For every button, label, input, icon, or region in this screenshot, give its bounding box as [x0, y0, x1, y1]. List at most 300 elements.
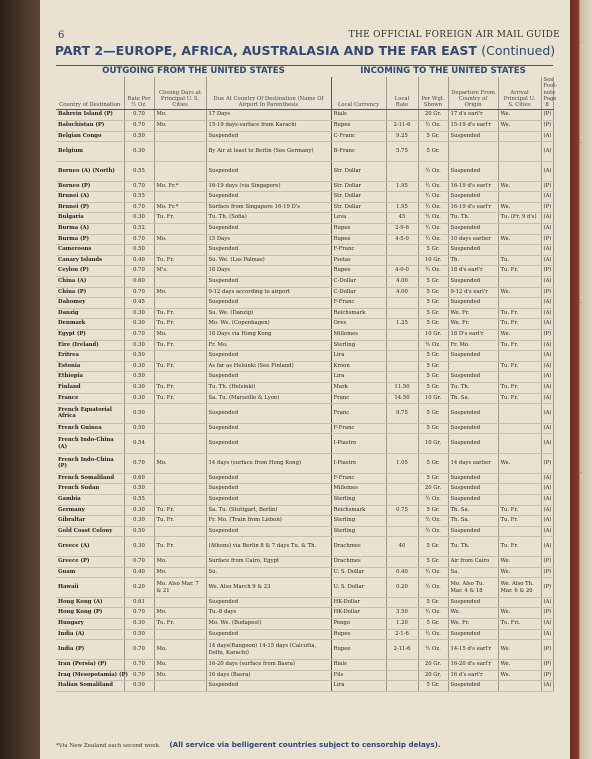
cell-currency: I-Piastre — [331, 434, 386, 454]
cell-rate: 0.45 — [124, 298, 154, 309]
cell-rate: 0.60 — [124, 473, 154, 484]
cell-local-rate: 14.50 — [386, 393, 418, 404]
cell-due: Suspended — [206, 224, 331, 235]
cell-arrival: We. — [498, 110, 541, 121]
table-row — [56, 121, 553, 132]
table-row — [56, 255, 553, 266]
cell-due: Tu. Th. (Helsinki) — [206, 382, 331, 393]
cell-country: Hawaii — [56, 578, 124, 598]
cell-closing — [154, 192, 206, 203]
cell-arrival: We. — [498, 121, 541, 132]
cell-footnote-ref: (A) — [541, 629, 553, 640]
cell-due: Surface from Singapore 16-19 D's — [206, 202, 331, 213]
cell-footnote-ref: (A) — [541, 142, 553, 162]
cell-rate: 0.50 — [124, 245, 154, 256]
cell-closing: Tu. Fr. — [154, 393, 206, 404]
table-row — [56, 619, 553, 630]
cell-departure: We. — [448, 608, 498, 619]
cell-country: French Equatorial Africa — [56, 404, 124, 424]
cell-closing: Tu. Fr. — [154, 319, 206, 330]
cell-local-rate: 2-11-6 — [386, 640, 418, 660]
cell-closing — [154, 423, 206, 434]
cell-arrival: We. — [498, 287, 541, 298]
cell-currency: Rupee — [331, 266, 386, 277]
table-row — [56, 484, 553, 495]
cell-weight: 5 Gr. — [418, 351, 448, 362]
cell-due: Tu. Th. (Sofia) — [206, 213, 331, 224]
cell-footnote-ref: (A) — [541, 224, 553, 235]
cell-departure: 10 days earlier — [448, 234, 498, 245]
table-row — [56, 578, 553, 598]
cell-footnote-ref: (P) — [541, 608, 553, 619]
cell-rate: 0.60 — [124, 276, 154, 287]
cell-footnote-ref: (P) — [541, 266, 553, 277]
cell-local-rate — [386, 340, 418, 351]
cell-due: 17 Days — [206, 110, 331, 121]
cell-arrival — [498, 224, 541, 235]
cell-rate: 0.50 — [124, 131, 154, 142]
table-row — [56, 131, 553, 142]
cell-rate: 0.40 — [124, 567, 154, 578]
cell-due: Su. We. (Las Palmas) — [206, 255, 331, 266]
cell-weight: ½ Oz. — [418, 494, 448, 505]
cell-arrival: We. — [498, 202, 541, 213]
cell-arrival: Tu. Fr. — [498, 382, 541, 393]
cell-weight: ½ Oz. — [418, 234, 448, 245]
cell-footnote-ref: (A) — [541, 372, 553, 383]
cell-footnote-ref: (A) — [541, 161, 553, 181]
cell-currency: Reichsmark — [331, 505, 386, 516]
cell-country: Dahomey — [56, 298, 124, 309]
cell-country: Gold Coast Colony — [56, 526, 124, 537]
cell-due: 15-19 days-surface from Karachi — [206, 121, 331, 132]
cell-weight: 5 Gr. — [418, 537, 448, 557]
cell-arrival — [498, 245, 541, 256]
cell-departure: 16 d's earl'r — [448, 670, 498, 681]
cell-country: Borneo (A) (North) — [56, 161, 124, 181]
cell-departure: Suspended — [448, 276, 498, 287]
cell-local-rate: 9.25 — [386, 131, 418, 142]
cell-footnote-ref: (P) — [541, 181, 553, 192]
cell-rate: 0.55 — [124, 494, 154, 505]
table-row — [56, 224, 553, 235]
cell-footnote-ref: (A) — [541, 505, 553, 516]
cell-arrival — [498, 681, 541, 692]
cell-closing: Mo. — [154, 670, 206, 681]
table-row — [56, 361, 553, 372]
table-row — [56, 319, 553, 330]
cell-closing: Mo. — [154, 659, 206, 670]
cell-arrival — [498, 192, 541, 203]
table-row — [56, 640, 553, 660]
cell-arrival — [498, 597, 541, 608]
cell-rate: 0.70 — [124, 670, 154, 681]
cell-due: 14 days (surface from Hong Kong) — [206, 454, 331, 474]
cell-closing: Tu. Fr. — [154, 255, 206, 266]
cell-country: Estonia — [56, 361, 124, 372]
cell-footnote-ref: (A) — [541, 423, 553, 434]
title-main: PART 2—EUROPE, AFRICA, AUSTRALASIA AND THE FAR EAST — [54, 43, 477, 58]
cell-footnote-ref: (A) — [541, 526, 553, 537]
cell-rate: 0.40 — [124, 255, 154, 266]
cell-country: Gambia — [56, 494, 124, 505]
cell-closing — [154, 372, 206, 383]
cell-arrival: Tu. — [498, 255, 541, 266]
cell-rate: 0.50 — [124, 351, 154, 362]
cell-weight: ½ Oz. — [418, 640, 448, 660]
cell-departure: Fr. Mo. — [448, 340, 498, 351]
cell-footnote-ref: (A) — [541, 681, 553, 692]
table-row — [56, 516, 553, 527]
cell-rate: 0.70 — [124, 454, 154, 474]
cell-departure: Th. — [448, 255, 498, 266]
cell-currency: C-Dollar — [331, 287, 386, 298]
cell-local-rate: 4.00 — [386, 287, 418, 298]
cell-due: Suspended — [206, 245, 331, 256]
page-number: 6 — [58, 30, 65, 41]
cell-arrival: We. — [498, 234, 541, 245]
cell-weight: 10 Gr. — [418, 329, 448, 340]
title-suffix: (Continued) — [481, 43, 556, 58]
table-row — [56, 608, 553, 619]
cell-rate: 0.50 — [124, 484, 154, 495]
cell-local-rate — [386, 308, 418, 319]
cell-arrival — [498, 484, 541, 495]
cell-due: Suspended — [206, 681, 331, 692]
cell-arrival — [498, 494, 541, 505]
cell-departure: Suspended — [448, 351, 498, 362]
cell-due: Suspended — [206, 351, 331, 362]
cell-weight: 5 Gr. — [418, 382, 448, 393]
cell-arrival: We. — [498, 659, 541, 670]
cell-local-rate: 3.50 — [386, 608, 418, 619]
cell-arrival — [498, 142, 541, 162]
cell-closing: Mo. — [154, 329, 206, 340]
cell-country: Brunei (A) — [56, 192, 124, 203]
cell-country: Hungary — [56, 619, 124, 630]
cell-footnote-ref: (P) — [541, 287, 553, 298]
cell-weight: ½ Oz. — [418, 161, 448, 181]
cell-currency: I-Piastre — [331, 454, 386, 474]
cell-closing — [154, 131, 206, 142]
cell-closing: Mo. — [154, 121, 206, 132]
table-row — [56, 597, 553, 608]
cell-rate: 0.54 — [124, 434, 154, 454]
cell-departure: We. Fr. — [448, 619, 498, 630]
table-row — [56, 681, 553, 692]
air-mail-rate-table — [56, 77, 558, 692]
cell-rate: 0.30 — [124, 537, 154, 557]
cell-country: French Somaliland — [56, 473, 124, 484]
cell-local-rate: 4.00 — [386, 276, 418, 287]
cell-rate: 0.30 — [124, 319, 154, 330]
cell-arrival — [498, 351, 541, 362]
cell-rate: 0.30 — [124, 361, 154, 372]
cell-country: Brunei (P) — [56, 202, 124, 213]
cell-currency: Mark — [331, 382, 386, 393]
cell-local-rate: 4-0-0 — [386, 266, 418, 277]
incoming-section-header: INCOMING TO THE UNITED STATES — [360, 66, 526, 76]
cell-local-rate — [386, 351, 418, 362]
cell-closing — [154, 494, 206, 505]
book-binding-left — [0, 0, 40, 759]
cell-arrival — [498, 473, 541, 484]
cell-currency: Lira — [331, 351, 386, 362]
cell-closing: Tu. Fr. — [154, 516, 206, 527]
cell-weight: 5 Gr. — [418, 131, 448, 142]
cell-local-rate — [386, 329, 418, 340]
cell-local-rate: 1.95 — [386, 181, 418, 192]
table-row — [56, 404, 553, 424]
cell-country: French Sudan — [56, 484, 124, 495]
cell-footnote-ref: (A) — [541, 319, 553, 330]
cell-rate: 0.70 — [124, 608, 154, 619]
cell-closing — [154, 142, 206, 162]
table-row — [56, 382, 553, 393]
cell-country: Belgian Congo — [56, 131, 124, 142]
cell-currency: Rials — [331, 110, 386, 121]
cell-footnote-ref: (A) — [541, 245, 553, 256]
cell-local-rate — [386, 473, 418, 484]
table-row — [56, 434, 553, 454]
cell-closing: Mo. — [154, 608, 206, 619]
cell-local-rate — [386, 255, 418, 266]
cell-currency: Kroon — [331, 361, 386, 372]
cell-weight: ½ Oz. — [418, 192, 448, 203]
cell-closing — [154, 351, 206, 362]
cell-currency: U. S. Dollar — [331, 567, 386, 578]
cell-currency: Str. Dollar — [331, 181, 386, 192]
cell-due: 14 days(Rangoon) 14-15 days (Calcutta, Delhi, Karachi) — [206, 640, 331, 660]
cell-currency: C-Dollar — [331, 276, 386, 287]
cell-footnote-ref: (A) — [541, 131, 553, 142]
table-body — [56, 110, 553, 691]
cell-country: India (P) — [56, 640, 124, 660]
cell-departure: 18 D's earl'r — [448, 329, 498, 340]
cell-country: Hong Kong (P) — [56, 608, 124, 619]
cell-arrival: We. — [498, 181, 541, 192]
cell-weight: ½ Oz. — [418, 181, 448, 192]
cell-local-rate — [386, 434, 418, 454]
cell-closing: Tu. Fr. — [154, 505, 206, 516]
cell-country: Borneo (P) — [56, 181, 124, 192]
cell-closing — [154, 434, 206, 454]
cell-currency: Psetas — [331, 255, 386, 266]
table-row — [56, 557, 553, 568]
cell-rate: 0.70 — [124, 202, 154, 213]
cell-rate: 0.70 — [124, 110, 154, 121]
cell-country: Finland — [56, 382, 124, 393]
cell-currency: Rupee — [331, 640, 386, 660]
cell-arrival — [498, 526, 541, 537]
cell-departure: Suspended — [448, 372, 498, 383]
cell-currency: Reichsmark — [331, 308, 386, 319]
cell-arrival — [498, 629, 541, 640]
cell-arrival — [498, 423, 541, 434]
cell-departure: Mo. Also Tu. Mar. 4 & 18 — [448, 578, 498, 598]
cell-weight: ½ Oz. — [418, 567, 448, 578]
cell-arrival: Tu. Fr. — [498, 266, 541, 277]
cell-weight: ½ Oz. — [418, 629, 448, 640]
cell-due: Suspended — [206, 434, 331, 454]
cell-footnote-ref: (A) — [541, 537, 553, 557]
col-header-currency: Local Currency — [331, 77, 386, 110]
cell-currency: HK-Dollar — [331, 597, 386, 608]
cell-closing: Mo. — [154, 287, 206, 298]
cell-footnote-ref: (A) — [541, 434, 553, 454]
cell-closing: Mo. — [154, 234, 206, 245]
cell-currency: Millemes — [331, 484, 386, 495]
cell-closing: Mo. — [154, 110, 206, 121]
cell-departure: Suspended — [448, 423, 498, 434]
cell-weight: ½ Oz. — [418, 526, 448, 537]
cell-local-rate: 4-5-0 — [386, 234, 418, 245]
cell-rate: 0.70 — [124, 181, 154, 192]
cell-local-rate — [386, 423, 418, 434]
cell-arrival: Tu. Fr. — [498, 340, 541, 351]
col-header-closing: Closing Days at Principal U. S. Cities — [154, 77, 206, 110]
cell-country: Bulgaria — [56, 213, 124, 224]
table-row — [56, 276, 553, 287]
cell-currency: Rials — [331, 659, 386, 670]
cell-due: Suspended — [206, 404, 331, 424]
cell-closing — [154, 276, 206, 287]
cell-due: Suspended — [206, 161, 331, 181]
cell-currency: Sterling — [331, 526, 386, 537]
cell-local-rate — [386, 298, 418, 309]
cell-rate: 0.20 — [124, 578, 154, 598]
cell-rate: 0.70 — [124, 659, 154, 670]
cell-footnote-ref: (A) — [541, 494, 553, 505]
cell-local-rate: 0.40 — [386, 567, 418, 578]
cell-due: 18 Days via Hong Kong — [206, 329, 331, 340]
cell-currency: Lira — [331, 372, 386, 383]
cell-weight: ½ Oz. — [418, 121, 448, 132]
cell-country: Hong Kong (A) — [56, 597, 124, 608]
cell-arrival: Tu. Fr. — [498, 319, 541, 330]
cell-arrival: We. — [498, 557, 541, 568]
cell-departure: Th. Sa. — [448, 516, 498, 527]
cell-local-rate: 0.20 — [386, 578, 418, 598]
cell-currency: Rupee — [331, 629, 386, 640]
cell-arrival — [498, 372, 541, 383]
cell-rate: 0.30 — [124, 382, 154, 393]
cell-due: As far as Helsinki (See Finland) — [206, 361, 331, 372]
cell-local-rate: 40 — [386, 537, 418, 557]
cell-local-rate: 45 — [386, 213, 418, 224]
cell-weight: 5 Gr. — [418, 287, 448, 298]
cell-local-rate — [386, 516, 418, 527]
cell-footnote-ref: (P) — [541, 234, 553, 245]
cell-currency: Franc — [331, 393, 386, 404]
cell-footnote-ref: (P) — [541, 578, 553, 598]
cell-departure — [448, 361, 498, 372]
cell-local-rate — [386, 245, 418, 256]
cell-country: Egypt (P) — [56, 329, 124, 340]
censorship-note: (All service via belligerent countries subject to censorship delays). — [169, 740, 441, 749]
col-header-local-rate: Local Rate — [386, 77, 418, 110]
cell-rate: 0.30 — [124, 308, 154, 319]
cell-closing — [154, 484, 206, 495]
cell-footnote-ref: (A) — [541, 213, 553, 224]
cell-closing: Mo. Fr.* — [154, 181, 206, 192]
cell-closing: Tu. Fr. — [154, 340, 206, 351]
cell-country: Iraq (Mesopotamia) (P) — [56, 670, 124, 681]
cell-weight: ½ Oz. — [418, 516, 448, 527]
running-head: THE OFFICIAL FOREIGN AIR MAIL GUIDE — [348, 30, 560, 40]
cell-weight: 20 Gr. — [418, 110, 448, 121]
table-row — [56, 454, 553, 474]
cell-departure: Suspended — [448, 597, 498, 608]
cell-closing: Tu. Fr. — [154, 619, 206, 630]
col-header-footnote: See Foot- note Page 8 — [541, 77, 553, 110]
outgoing-section-header: OUTGOING FROM THE UNITED STATES — [102, 66, 285, 76]
cell-weight: ½ Oz. — [418, 608, 448, 619]
cell-arrival: Tu. Fr. — [498, 516, 541, 527]
table-row — [56, 567, 553, 578]
cell-rate: 0.30 — [124, 393, 154, 404]
cell-departure: Air from Cairo — [448, 557, 498, 568]
cell-local-rate: 2-11-6 — [386, 121, 418, 132]
cell-currency: Str. Dollar — [331, 161, 386, 181]
table-row — [56, 245, 553, 256]
cell-rate: 0.70 — [124, 266, 154, 277]
cell-departure: Suspended — [448, 494, 498, 505]
cell-arrival — [498, 298, 541, 309]
cell-due: Suspended — [206, 276, 331, 287]
cell-country: French Guinea — [56, 423, 124, 434]
cell-country: Bahrein Island (P) — [56, 110, 124, 121]
table-row — [56, 629, 553, 640]
cell-rate: 0.30 — [124, 505, 154, 516]
table-row — [56, 423, 553, 434]
cell-local-rate — [386, 526, 418, 537]
cell-departure — [448, 142, 498, 162]
cell-currency: Str. Dollar — [331, 192, 386, 203]
cell-due: Suspended — [206, 192, 331, 203]
cell-currency: Rupee — [331, 121, 386, 132]
cell-closing: Tu. Fr. — [154, 537, 206, 557]
cell-weight: 5 Gr. — [418, 473, 448, 484]
cell-rate: 0.50 — [124, 423, 154, 434]
cell-currency: Lira — [331, 681, 386, 692]
cell-arrival — [498, 161, 541, 181]
cell-country: Ethiopia — [56, 372, 124, 383]
cell-due: Surface from Cairo, Egypt — [206, 557, 331, 568]
cell-country: France — [56, 393, 124, 404]
cell-rate: 0.50 — [124, 681, 154, 692]
cell-local-rate — [386, 372, 418, 383]
cell-departure: 18 d's earl'r — [448, 266, 498, 277]
cell-footnote-ref: (P) — [541, 202, 553, 213]
cell-currency: Ores — [331, 319, 386, 330]
table-row — [56, 329, 553, 340]
cell-closing: M's. — [154, 266, 206, 277]
cell-country: China (A) — [56, 276, 124, 287]
cell-country: China (P) — [56, 287, 124, 298]
cell-weight: 20 Gr. — [418, 484, 448, 495]
cell-country: Baluchistan (P) — [56, 121, 124, 132]
cell-local-rate: 1.25 — [386, 319, 418, 330]
cell-arrival: We. — [498, 454, 541, 474]
cell-due: Suspended — [206, 526, 331, 537]
table-row — [56, 494, 553, 505]
cell-departure: Suspended — [448, 192, 498, 203]
cell-rate: 0.70 — [124, 234, 154, 245]
cell-weight: 10 Gr. — [418, 255, 448, 266]
table-row — [56, 298, 553, 309]
cell-footnote-ref: (A) — [541, 351, 553, 362]
